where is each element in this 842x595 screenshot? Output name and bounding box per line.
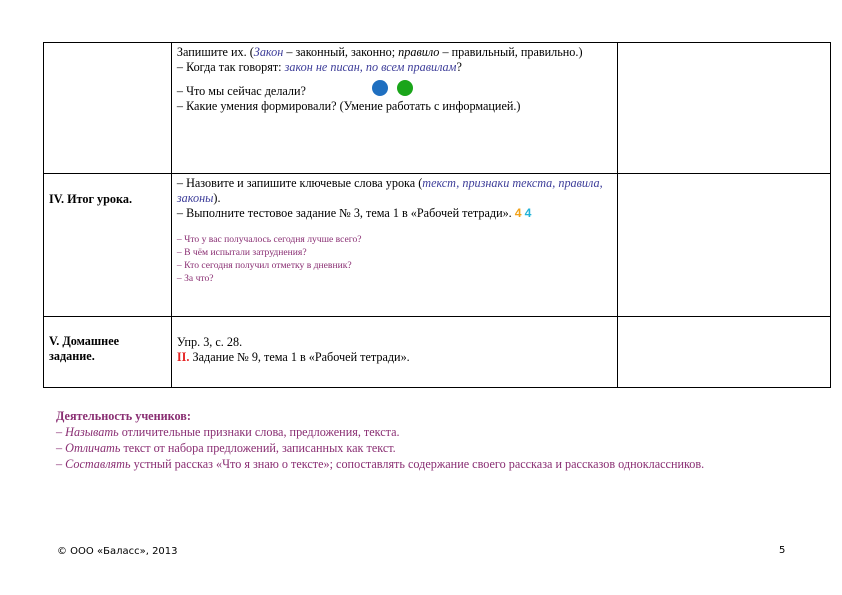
emphasized-word: правило xyxy=(398,45,440,59)
blue-circle-icon xyxy=(372,80,388,96)
notes-cell xyxy=(618,174,831,317)
stage-cell xyxy=(44,317,172,388)
activity-item xyxy=(56,456,746,472)
lesson-table xyxy=(43,42,831,388)
text: отличительные признаки слова, предложения, текста. xyxy=(118,425,400,439)
text: Задание № 9, тема 1 в «Рабочей тетради». xyxy=(189,350,410,364)
section-heading: Деятельность учеников: xyxy=(56,409,191,423)
reflection-question: – Что у вас получалось сегодня лучше всего? xyxy=(176,234,362,245)
question: – Что мы сейчас делали? xyxy=(176,84,306,98)
text: – Когда так говорят: xyxy=(176,60,285,74)
student-activity xyxy=(56,408,746,472)
level-marker: II. xyxy=(176,350,190,364)
reflection-question: – За что? xyxy=(176,273,214,284)
activity-item xyxy=(56,440,746,456)
paragraph xyxy=(177,206,613,221)
text: – xyxy=(56,425,66,439)
text: – xyxy=(56,457,66,471)
answer-text: текст, признаки текста, правила, законы xyxy=(176,176,603,205)
activity-item xyxy=(56,424,746,440)
text: ? xyxy=(456,60,462,74)
text: – правильный, правильно.) xyxy=(439,45,583,59)
homework-line: Упр. 3, с. 28. xyxy=(176,335,243,349)
table-row xyxy=(44,43,831,174)
text: Запишите их. ( xyxy=(176,45,254,59)
question: – Какие умения формировали? (Умение работать с информацией.) xyxy=(176,99,521,113)
content-block xyxy=(172,317,617,365)
table-row xyxy=(44,317,831,388)
content-cell xyxy=(171,43,617,174)
homework-line xyxy=(177,350,613,365)
paragraph xyxy=(177,176,613,206)
text: – xyxy=(56,441,66,455)
level-badge: 4 xyxy=(524,206,532,220)
content-block xyxy=(172,43,617,114)
green-circle-icon xyxy=(397,80,413,96)
text: ). xyxy=(213,191,221,205)
text: текст от набора предложений, записанных как текст. xyxy=(120,441,396,455)
activity-verb: Отличать xyxy=(65,441,121,455)
reflection-question: – В чём испытали затруднения? xyxy=(176,247,307,258)
page-number: 5 xyxy=(779,545,786,556)
paragraph xyxy=(177,45,613,60)
answer-text: закон не писан, по всем правилам xyxy=(284,60,457,74)
paragraph xyxy=(177,60,613,75)
level-badge: 4 xyxy=(514,206,522,220)
copyright: © ООО «Баласс», 2013 xyxy=(57,546,178,557)
text: устный рассказ «Что я знаю о тексте»; сопоставлять содержание своего рассказа и рассказов одноклассников. xyxy=(130,457,705,471)
stage-cell xyxy=(44,174,172,317)
notes-cell xyxy=(618,43,831,174)
indicator-dots xyxy=(372,80,413,96)
activity-verb: Называть xyxy=(65,425,119,439)
reflection-list xyxy=(177,233,613,285)
notes-cell xyxy=(618,317,831,388)
content-block xyxy=(172,174,617,285)
stage-title: V. Домашнее задание. xyxy=(49,334,120,363)
content-cell xyxy=(171,174,617,317)
stage-cell xyxy=(44,43,172,174)
activity-verb: Составлять xyxy=(65,457,131,471)
text: – Назовите и запишите ключевые слова урока ( xyxy=(176,176,423,190)
reflection-question: – Кто сегодня получил отметку в дневник? xyxy=(176,260,352,271)
paragraph xyxy=(177,84,613,99)
text: – Выполните тестовое задание № 3, тема 1 в «Рабочей тетради». xyxy=(176,206,512,220)
table-row xyxy=(44,174,831,317)
emphasized-word: Закон xyxy=(253,45,284,59)
content-cell xyxy=(171,317,617,388)
stage-title: IV. Итог урока. xyxy=(49,192,132,206)
text: – законный, законно; xyxy=(283,45,399,59)
